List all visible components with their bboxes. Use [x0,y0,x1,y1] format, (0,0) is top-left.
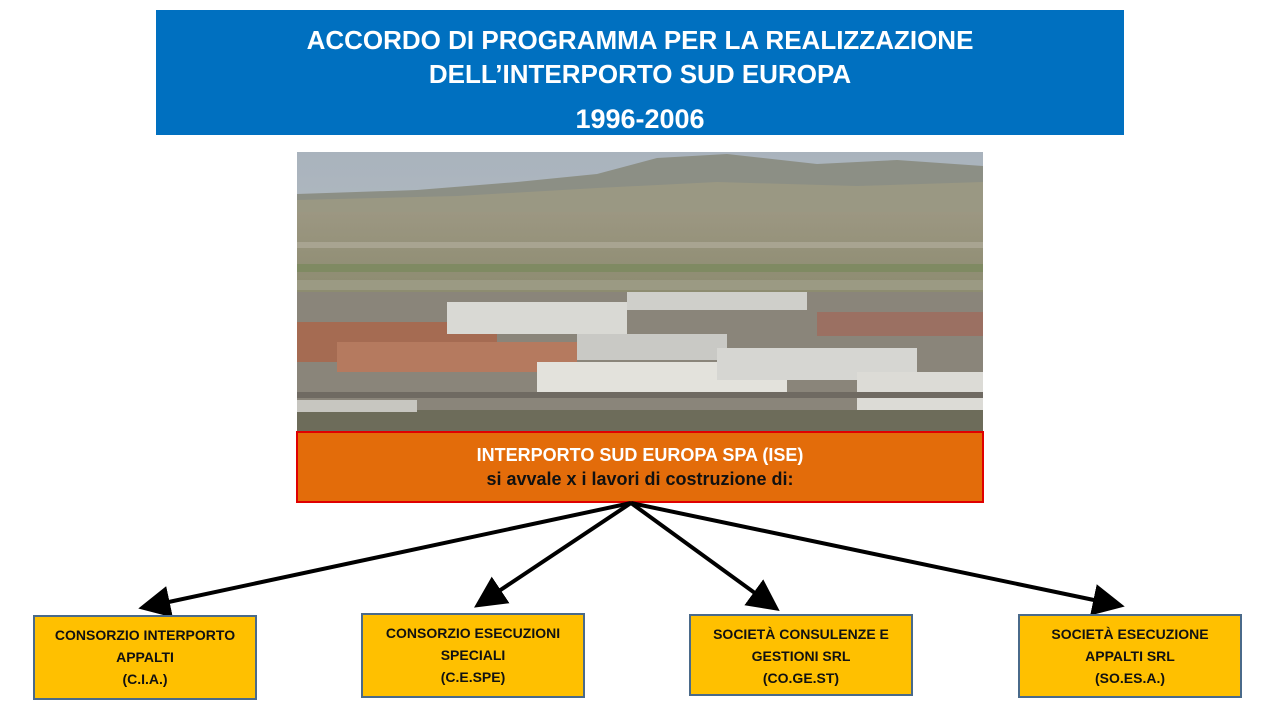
contractor-soesa-box [1018,614,1242,698]
contractor-cia-box [33,615,257,700]
contractor-abbr: (CO.GE.ST) [762,670,840,686]
contractor-cogest-box [689,614,913,696]
main-entity-description: si avvale x i lavori di costruzione di: [486,469,794,489]
contractor-abbr: (C.I.A.) [122,671,168,687]
contractor-name-line1: SOCIETÀ ESECUZIONE [1051,626,1209,642]
contractor-abbr: (C.E.SPE) [440,669,506,685]
main-entity-name: INTERPORTO SUD EUROPA SPA (ISE) [476,445,804,465]
title-years: 1996-2006 [575,104,705,134]
contractor-name-line1: CONSORZIO ESECUZIONI [385,625,561,641]
contractor-name-line2: APPALTI [116,649,174,665]
contractor-abbr: (SO.ES.A.) [1094,670,1165,686]
title-line-1: ACCORDO DI PROGRAMMA PER LA REALIZZAZIONE [306,25,974,55]
title-line-2: DELL’INTERPORTO SUD EUROPA [428,59,852,89]
arrow-to-cia [150,503,631,606]
contractor-cespe-box [361,613,585,698]
contractor-name-line2: SPECIALI [440,647,506,663]
contractor-name-line1: CONSORZIO INTERPORTO [54,627,236,643]
contractor-name-line2: APPALTI SRL [1085,648,1175,664]
contractor-name-line1: SOCIETÀ CONSULENZE E [713,626,889,642]
contractor-name-line2: GESTIONI SRL [751,648,851,664]
